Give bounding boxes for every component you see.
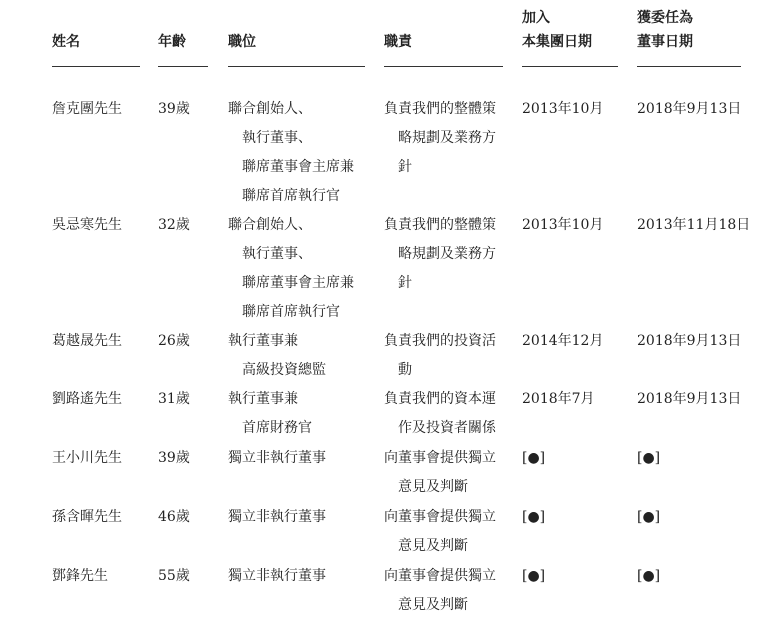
appoint-date: 2013年11月18日 [637,217,751,233]
join-date: 2013年10月 [522,217,604,233]
header-appoint-date-line1: 獲委任為 [637,10,693,26]
duties-line: 略規劃及業務方 [398,246,496,262]
director-age: 39歲 [158,101,190,117]
position-line: 聯席董事會主席兼 [242,275,354,291]
director-duties [384,327,496,385]
header-join-date-underline [522,66,618,67]
duties-line: 負責我們的整體策 [384,217,496,233]
director-age: 32歲 [158,217,190,233]
header-duties-line1 [384,6,503,30]
director-position [228,385,312,443]
position-line: 執行董事兼 [228,333,298,349]
duties-line: 意見及判斷 [398,538,468,554]
header-position-line1 [228,6,365,30]
director-name: 劉路遙先生 [52,391,122,407]
director-duties [384,385,496,443]
header-position [228,6,365,54]
header-name [52,6,140,54]
duties-line: 針 [398,159,412,175]
header-join-date-line1: 加入 [522,10,550,26]
duties-line: 負責我們的投資活 [384,333,496,349]
position-line: 高級投資總監 [242,362,326,378]
join-date: [●] [522,450,546,466]
director-position [228,444,326,473]
position-line: 聯合創始人、 [228,217,312,233]
header-age-line2: 年齡 [158,34,186,50]
position-line: 獨立非執行董事 [228,509,326,525]
join-date: [●] [522,568,546,584]
director-name: 葛越晟先生 [52,333,122,349]
header-appoint-date [637,6,741,54]
director-name: 孫含暉先生 [52,509,122,525]
header-age-line1 [158,6,208,30]
duties-line: 向董事會提供獨立 [384,568,496,584]
director-age: 46歲 [158,509,190,525]
header-name-line2: 姓名 [52,34,80,50]
duties-line: 意見及判斷 [398,597,468,613]
header-duties-line2: 職責 [384,34,412,50]
header-duties [384,6,503,54]
header-name-underline [52,66,140,67]
director-position [228,211,354,327]
join-date: [●] [522,509,546,525]
duties-line: 略規劃及業務方 [398,130,496,146]
duties-line: 負責我們的整體策 [384,101,496,117]
director-duties [384,211,496,298]
duties-line: 意見及判斷 [398,479,468,495]
appoint-date: [●] [637,568,661,584]
director-name: 吳忌寒先生 [52,217,122,233]
duties-line: 針 [398,275,412,291]
director-duties [384,95,496,182]
appoint-date: 2018年9月13日 [637,333,742,349]
position-line: 聯席首席執行官 [242,304,340,320]
position-line: 執行董事、 [242,130,312,146]
position-line: 聯席董事會主席兼 [242,159,354,175]
duties-line: 作及投資者關係 [398,420,496,436]
director-duties [384,562,496,620]
header-position-underline [228,66,365,67]
join-date: 2014年12月 [522,333,604,349]
director-position [228,95,354,211]
director-name: 鄧鋒先生 [52,568,108,584]
director-name: 詹克團先生 [52,101,122,117]
position-line: 執行董事兼 [228,391,298,407]
header-age [158,6,208,54]
header-age-underline [158,66,208,67]
header-duties-underline [384,66,503,67]
header-join-date [522,6,618,54]
position-line: 執行董事、 [242,246,312,262]
join-date: 2018年7月 [522,391,595,407]
director-position [228,327,326,385]
appoint-date: [●] [637,509,661,525]
director-age: 39歲 [158,450,190,466]
duties-line: 負責我們的資本運 [384,391,496,407]
appoint-date: 2018年9月13日 [637,391,742,407]
director-age: 31歲 [158,391,190,407]
appoint-date: [●] [637,450,661,466]
header-join-date-line2: 本集團日期 [522,34,592,50]
position-line: 獨立非執行董事 [228,568,326,584]
director-duties [384,503,496,561]
director-age: 26歲 [158,333,190,349]
duties-line: 動 [398,362,412,378]
director-duties [384,444,496,502]
position-line: 聯席首席執行官 [242,188,340,204]
header-name-line1 [52,6,140,30]
director-position [228,562,326,591]
appoint-date: 2018年9月13日 [637,101,742,117]
director-age: 55歲 [158,568,190,584]
header-appoint-date-underline [637,66,741,67]
director-position [228,503,326,532]
duties-line: 向董事會提供獨立 [384,450,496,466]
header-position-line2: 職位 [228,34,256,50]
position-line: 獨立非執行董事 [228,450,326,466]
join-date: 2013年10月 [522,101,604,117]
duties-line: 向董事會提供獨立 [384,509,496,525]
position-line: 聯合創始人、 [228,101,312,117]
director-name: 王小川先生 [52,450,122,466]
header-appoint-date-line2: 董事日期 [637,34,693,50]
position-line: 首席財務官 [242,420,312,436]
